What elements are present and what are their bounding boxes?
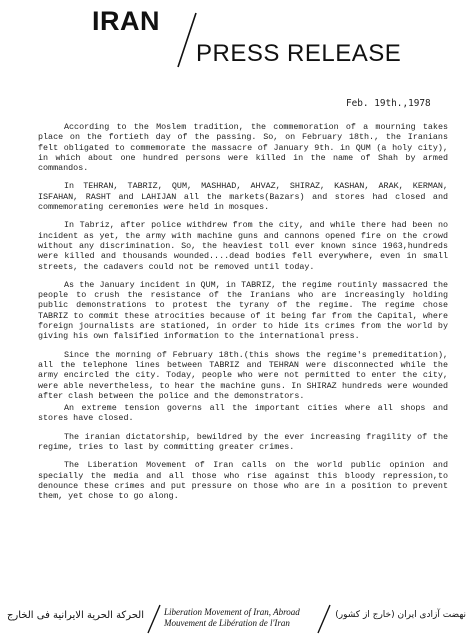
- paragraph: An extreme tension governs all the important cities where all shops and stores have closed.: [38, 403, 448, 424]
- footer-slash: [146, 604, 162, 634]
- footer-organization-banner: [0, 604, 472, 638]
- paragraph: In Tabriz, after police withdrew from the city, and while there had been no incident as yet, the army with machine guns and cannons opened fire on the crowd without any discrimination. So, the heaviest toll ever known since 1963,hundreds were killed and thousands wounded....dead bodies fell everywhere, even in small streets, the cadavers could not be removed until today.: [38, 220, 448, 272]
- release-date: Feb. 19th.,1978: [346, 98, 431, 109]
- paragraph: As the January incident in QUM, in TABRIZ, the regime routinly massacred the people to crush the resistance of the Iranians who are increasingly holding public demonstrations to protest the tyrany of the regime. The regime chose TABRIZ to commit these atrocities because of it being far from the Capital, where foreign journalists are stationed, in order to hide its crimes from the world by giving his own falsified information to the international press.: [38, 279, 448, 342]
- footer-latin-name: [164, 607, 314, 629]
- masthead-press-release: PRESS RELEASE: [196, 40, 402, 67]
- footer-persian-name: نهضت آزادی ایران (خارج از کشور): [335, 610, 466, 620]
- masthead-slash: [176, 12, 198, 68]
- press-release-body: [38, 122, 448, 510]
- footer-french-name: Mouvement de Libération de l'Iran: [164, 618, 290, 628]
- paragraph: The iranian dictatorship, bewildred by the ever increasing fragility of the regime, tries to last by committing greater crimes.: [38, 431, 448, 453]
- footer-english-name: Liberation Movement of Iran, Abroad: [164, 607, 300, 617]
- masthead: [92, 6, 432, 78]
- paragraph: The Liberation Movement of Iran calls on the world public opinion and specially the media and all those who rise against this bloody repression,to denounce these crimes and put pressure on those who are in a position to prevent them, yet chose to go along.: [38, 460, 448, 502]
- masthead-iran: IRAN: [92, 6, 160, 36]
- footer-slash: [316, 604, 332, 634]
- paragraph: According to the Moslem tradition, the commemoration of a mourning takes place on the fortieth day of the passing. So, on February 18th., the Iranians felt obligated to commemorate the massacre of January 9th. in QUM (a holy city), in which about one hundred persons were killed in the name of Shah by armed commandos.: [38, 122, 448, 174]
- paragraph: Since the morning of February 18th.(this shows the regime's premeditation), all the telephone lines between TABRIZ and TEHRAN were disconnected while the army encircled the city. Today, people who were not permitted to enter the city, were able nevertheless, to hear the machine guns. In SHIRAZ hundreds were wounded after clash between the police and the demonstrators.: [38, 349, 448, 401]
- footer-arabic-name: الحركة الحرية الايرانية فى الخارج: [6, 610, 144, 621]
- paragraph: In TEHRAN, TABRIZ, QUM, MASHHAD, AHVAZ, SHIRAZ, KASHAN, ARAK, KERMAN, ISFAHAN, RASHT and LAHIJAN all the markets(Bazars) and stores had closed and commemorating ceremonies were held in mosques.: [38, 181, 448, 213]
